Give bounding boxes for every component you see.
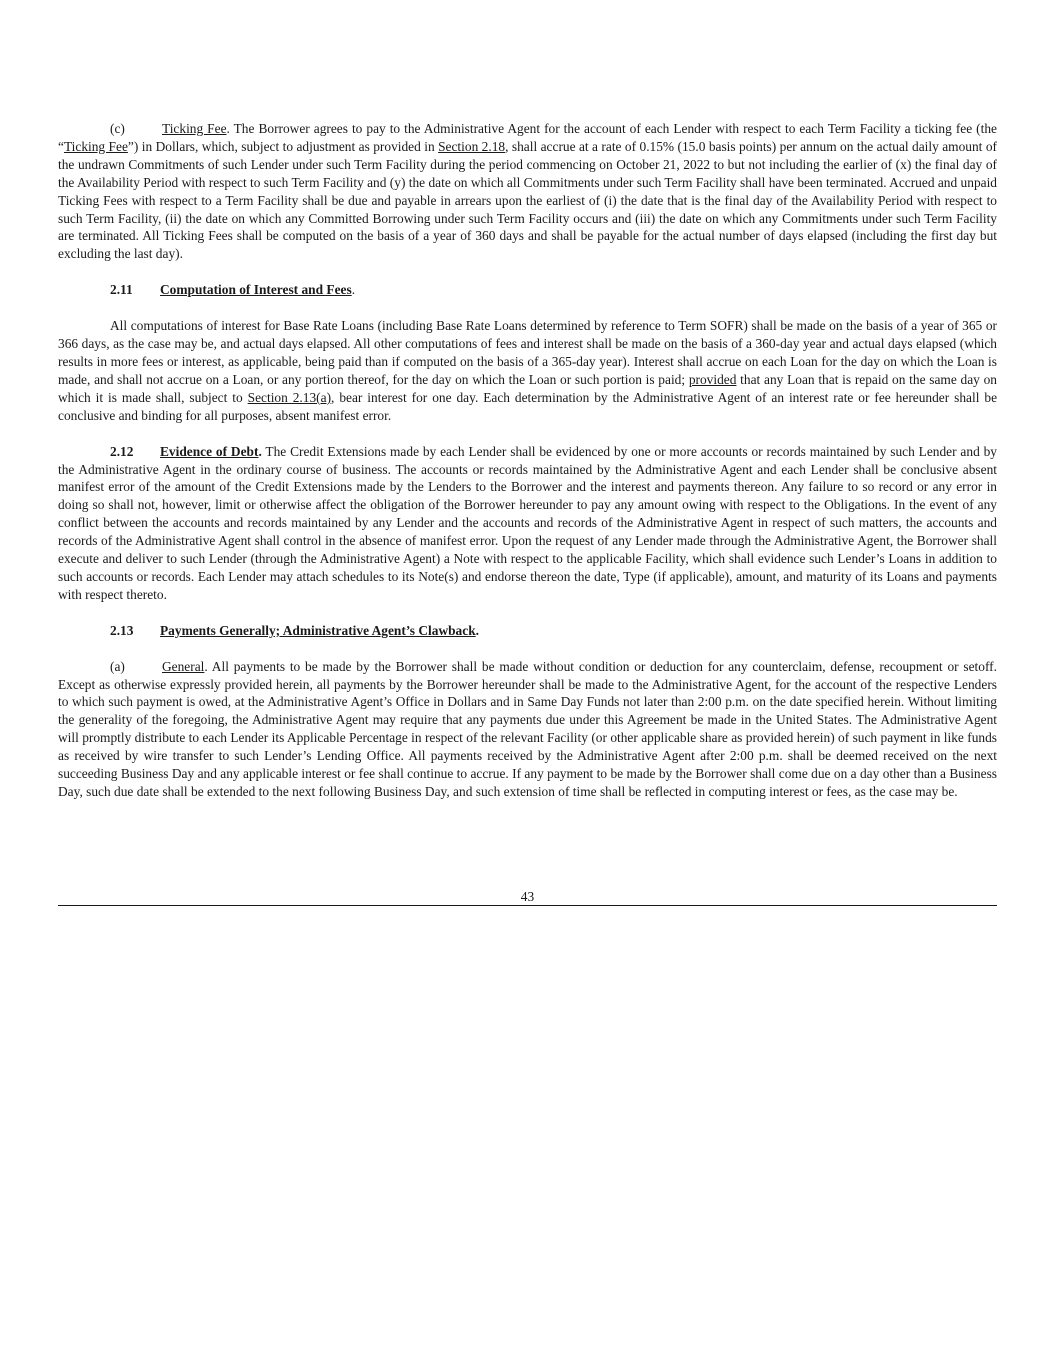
text-run: The Credit Extensions made by each Lender shall be evidenced by one or more accounts or records maintained by such Lender and by the Administrative Agent in the ordinary course of business. The accounts or records maintained by the Administrative Agent and each Lender shall be conclusive absent manifest error of the amount of the Credit Extensions made by the Lenders to the Borrower and the interest and payments thereon. Any failure to so record or any error in doing so shall not, however, limit or otherwise affect the obligation of the Borrower hereunder to pay any amount owing with respect to the Obligations. In the event of any conflict between the accounts and records maintained by any Lender and the accounts and records of the Administrative Agent in respect of such matters, the accounts and records of the Administrative Agent shall control in the absence of manifest error. Upon the request of any Lender made through the Administrative Agent, the Borrower shall execute and deliver to such Lender (through the Administrative Agent) a Note with respect to the applicable Facility, which shall evidence such Lender’s Loans in addition to such accounts or records. Each Lender may attach schedules to its Note(s) and endorse thereon the date, Type (if applicable), amount, and maturity of its Loans and payments with respect thereto. (58, 443, 997, 602)
proviso-term: provided (688, 371, 737, 387)
text-run: ”) in Dollars, which, subject to adjustment as provided in (127, 138, 439, 154)
section-title: Evidence of Debt (160, 443, 259, 459)
clause-label: (a) (110, 658, 125, 674)
payments-general-paragraph (58, 658, 997, 801)
section-title-period: . (258, 443, 262, 459)
clause-label: (c) (110, 121, 125, 136)
section-number: 2.12 (110, 443, 134, 459)
defined-term: Ticking Fee (63, 138, 128, 154)
text-run: , shall accrue at a rate of 0.15% (15.0 basis points) per annum on the actual daily amount of the undrawn Commitments of such Lender under such Term Facility during the period commencing on October 21, 2022 to but not including the earlier of (x) the final day of the Availability Period with respect to such Term Facility and (y) the date on which all Commitments under such Term Facility shall have been terminated. Accrued and unpaid Ticking Fees with respect to a Term Facility shall be due and payable in arrears upon the earliest of (i) the date that is the final day of the Availability Period with respect to such Term Facility, (ii) the date on which any Committed Borrowing under such Term Facility occurs and (iii) the date on which any Commitments under such Term Facility are terminated. All Ticking Fees shall be computed on the basis of a year of 360 days and shall be payable for the actual number of days elapsed (including the first day but excluding the last day). (58, 138, 997, 262)
text-run: . All payments to be made by the Borrower shall be made without condition or deduction for any counterclaim, defense, recoupment or setoff. Except as otherwise expressly provided herein, all payments by the Borrower hereunder shall be made to the Administrative Agent, for the account of the respective Lenders to which such payment is owed, at the Administrative Agent’s Office in Dollars and in Same Day Funds not later than 2:00 p.m. on the date specified herein. Without limiting the generality of the foregoing, the Administrative Agent may require that any payments due under this Agreement be made in the United States. The Administrative Agent will promptly distribute to each Lender its Applicable Percentage in respect of the relevant Facility (or other applicable share as provided herein) of such payment in like funds as received by wire transfer to such Lender’s Lending Office. All payments received by the Administrative Agent after 2:00 p.m. shall be deemed received on the next succeeding Business Day and any applicable interest or fee shall continue to accrue. If any payment to be made by the Borrower shall come due on a day other than a Business Day, such due date shall be extended to the next following Business Day, and such extension of time shall be reflected in computing interest or fees, as the case may be. (58, 658, 997, 799)
text-run: . The Borrower agrees to pay to the Administrative Agent for the account of each Lender with respect to each Term Facility a ticking fee (the “ (58, 121, 997, 154)
footer-rule (58, 905, 997, 906)
section-reference: Section 2.13(a) (247, 389, 332, 405)
section-heading-2-11 (58, 281, 997, 299)
section-title: Computation of Interest and Fees (160, 282, 352, 298)
clause-title: General (162, 658, 205, 674)
page-footer (58, 889, 997, 906)
computation-paragraph (58, 317, 997, 424)
section-number: 2.13 (110, 622, 134, 638)
section-heading-2-13 (58, 622, 997, 640)
text-run: that any Loan that is repaid on the same day on which it is made shall, subject to (58, 371, 997, 405)
section-title: Payments Generally; Administrative Agent’s Clawback (160, 622, 476, 638)
ticking-fee-paragraph (58, 120, 997, 263)
evidence-of-debt-paragraph (58, 443, 997, 604)
page-number: 43 (520, 889, 535, 904)
section-reference: Section 2.18 (438, 138, 506, 154)
document-page (58, 120, 997, 819)
section-number: 2.11 (110, 282, 133, 298)
section-title-period: . (475, 622, 480, 638)
text-run: All computations of interest for Base Rate Loans (including Base Rate Loans determined by reference to Term SOFR) shall be made on the basis of a year of 365 or 366 days, as the case may be, and actual days elapsed. All other computations of fees and interest shall be made on the basis of a 360-day year and actual days elapsed (which results in more fees or interest, as applicable, being paid than if computed on the basis of a 365-day year). Interest shall accrue on each Loan for the day on which the Loan is made, and shall not accrue on a Loan, or any portion thereof, for the day on which the Loan or such portion is paid; (58, 318, 997, 387)
section-title-period: . (351, 282, 356, 298)
clause-title: Ticking Fee (162, 121, 227, 136)
text-run: , bear interest for one day. Each determination by the Administrative Agent of an interest rate or fee hereunder shall be conclusive and binding for all purposes, absent manifest error. (58, 389, 998, 423)
